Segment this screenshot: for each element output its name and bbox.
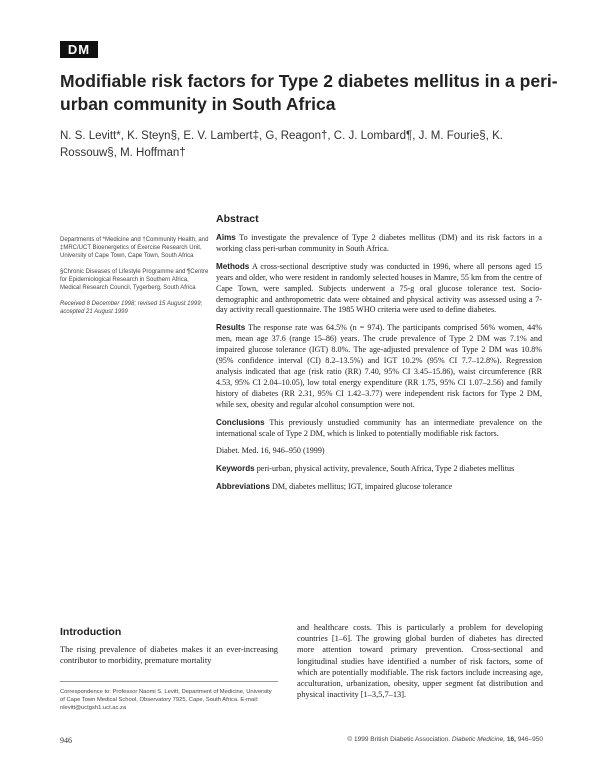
journal-volume: 16, xyxy=(506,736,516,743)
affiliations xyxy=(60,236,210,316)
methods-text: A cross-sectional descriptive study was conducted in 1996, where all persons aged 15 years and older, who were resident in randomly selected houses in Mamre, 55 km from the centre of Cape Town, were sampled. Subjects underwent a 75-g oral glucose tolerance test. Socio-demographic and anthropometric data were obtained and physical activity was assessed using a 7-day activity recall questionnaire. The 1985 WHO criteria were used to define diabetes. xyxy=(216,261,543,315)
introduction-paragraph-continued: and healthcare costs. This is particularly a problem for developing countries [1–6]. The growing global burden of diabetes has directed more attention toward primary prevention. Cross-sectional and longitudinal studies have identified a number of risk factors, some of which are potentially modifiable. The risk factors include increasing age, acculturation, urbanization, obesity, upper segment fat distribution and physical inactivity [1–3,5,7–13]. xyxy=(297,623,543,700)
results-text: The response rate was 64.5% (n = 974). The participants comprised 56% women, 44% men, mean age 37.6 (range 15–86) years. The crude prevalence of Type 2 DM was 7.1% and impaired glucose tolerance (IGT) 8.0%. The age-adjusted prevalence of Type 2 DM was 10.8% (95% confidence interval (CI) 8.2–13.5%) and IGT 10.2% (95% CI 7.7–12.8%). Regression analysis indicated that age (risk ratio (RR) 7.40, 95% CI 3.45–15.86), waist circumference (RR 4.53, 95% CI 2.04–10.05), low total energy expenditure (RR 1.75, 95% CI 1.07–2.56) and family history of diabetes (RR 2.31, 95% CI 1.42–3.77) were independent risk factors for Type 2 DM, while sex, obesity and regular alcohol consumption were not. xyxy=(216,323,542,409)
abstract-body xyxy=(216,233,542,493)
affiliation-1: Departments of *Medicine and †Community Health, and ‡MRC/UCT Bioenergetics of Exercise Research Unit, University of Cape Town, Cape Town, South Africa xyxy=(60,237,209,259)
abstract-conclusions xyxy=(216,418,542,440)
aims-label: Aims xyxy=(216,233,236,242)
keywords-text: peri-urban, physical activity, prevalence, South Africa, Type 2 diabetes mellitus xyxy=(256,464,515,474)
correspondence-text: Correspondence to: Professor Naomi S. Levitt, Department of Medicine, University of Cape Town Medical School, Observatory 7925, Cape, South Africa. E-mail: nlevitt@uctgsh1.uct.ac.za xyxy=(60,689,272,711)
citation: Diabet. Med. 16, 946–950 (1999) xyxy=(216,446,325,456)
abbreviations-text: DM, diabetes mellitus; IGT, impaired glucose tolerance xyxy=(272,482,453,492)
copyright-text: © 1999 British Diabetic Association. xyxy=(347,736,451,743)
page-number: 946 xyxy=(60,736,72,745)
affiliation-2: §Chronic Diseases of Lifestyle Programme and ¶Centre for Epidemiological Research in Southern Africa, Medical Research Council, Tygerberg, South Africa xyxy=(60,269,209,291)
page-range: 946–950 xyxy=(517,736,543,743)
keywords xyxy=(216,464,542,475)
abstract-aims xyxy=(216,233,542,255)
abstract-results xyxy=(216,323,542,410)
conclusions-text: This previously unstudied community has an intermediate prevalence on the international scale of Type 2 DM, which is linked to potentially modifiable risk factors. xyxy=(216,417,542,438)
paper-title: Modifiable risk factors for Type 2 diabetes mellitus in a peri-urban community in South Africa xyxy=(60,71,558,114)
abstract-methods xyxy=(216,262,542,317)
author-list: N. S. Levitt*, K. Steyn§, E. V. Lambert‡, G, Reagon†, C. J. Lombard¶, J. M. Fourie§, K. Rossouw§, M. Hoffman† xyxy=(60,130,503,159)
correspondence-note xyxy=(60,688,278,712)
keywords-label: Keywords xyxy=(216,464,255,474)
introduction-right-column xyxy=(297,622,543,700)
aims-text: To investigate the prevalence of Type 2 diabetes mellitus (DM) and its risk factors in a working class peri-urban community in South Africa. xyxy=(216,233,542,253)
conclusions-label: Conclusions xyxy=(216,417,265,427)
journal-logo: DM xyxy=(60,41,98,58)
introduction-left-column xyxy=(60,644,278,666)
introduction-heading: Introduction xyxy=(60,626,122,638)
abbreviations xyxy=(216,482,542,493)
abbreviations-label: Abbreviations xyxy=(216,482,270,492)
results-label: Results xyxy=(216,323,246,333)
footer-copyright xyxy=(300,736,543,743)
received-dates: Received 8 December 1998; revised 15 August 1999; accepted 21 August 1999 xyxy=(60,301,203,315)
journal-name: Diabetic Medicine, xyxy=(451,736,506,743)
methods-label: Methods xyxy=(216,261,250,271)
footnote-divider xyxy=(60,681,278,682)
introduction-paragraph-start: The rising prevalence of diabetes makes it an ever-increasing contributor to morbidity, premature mortality xyxy=(60,645,278,666)
abstract-heading: Abstract xyxy=(216,213,259,225)
